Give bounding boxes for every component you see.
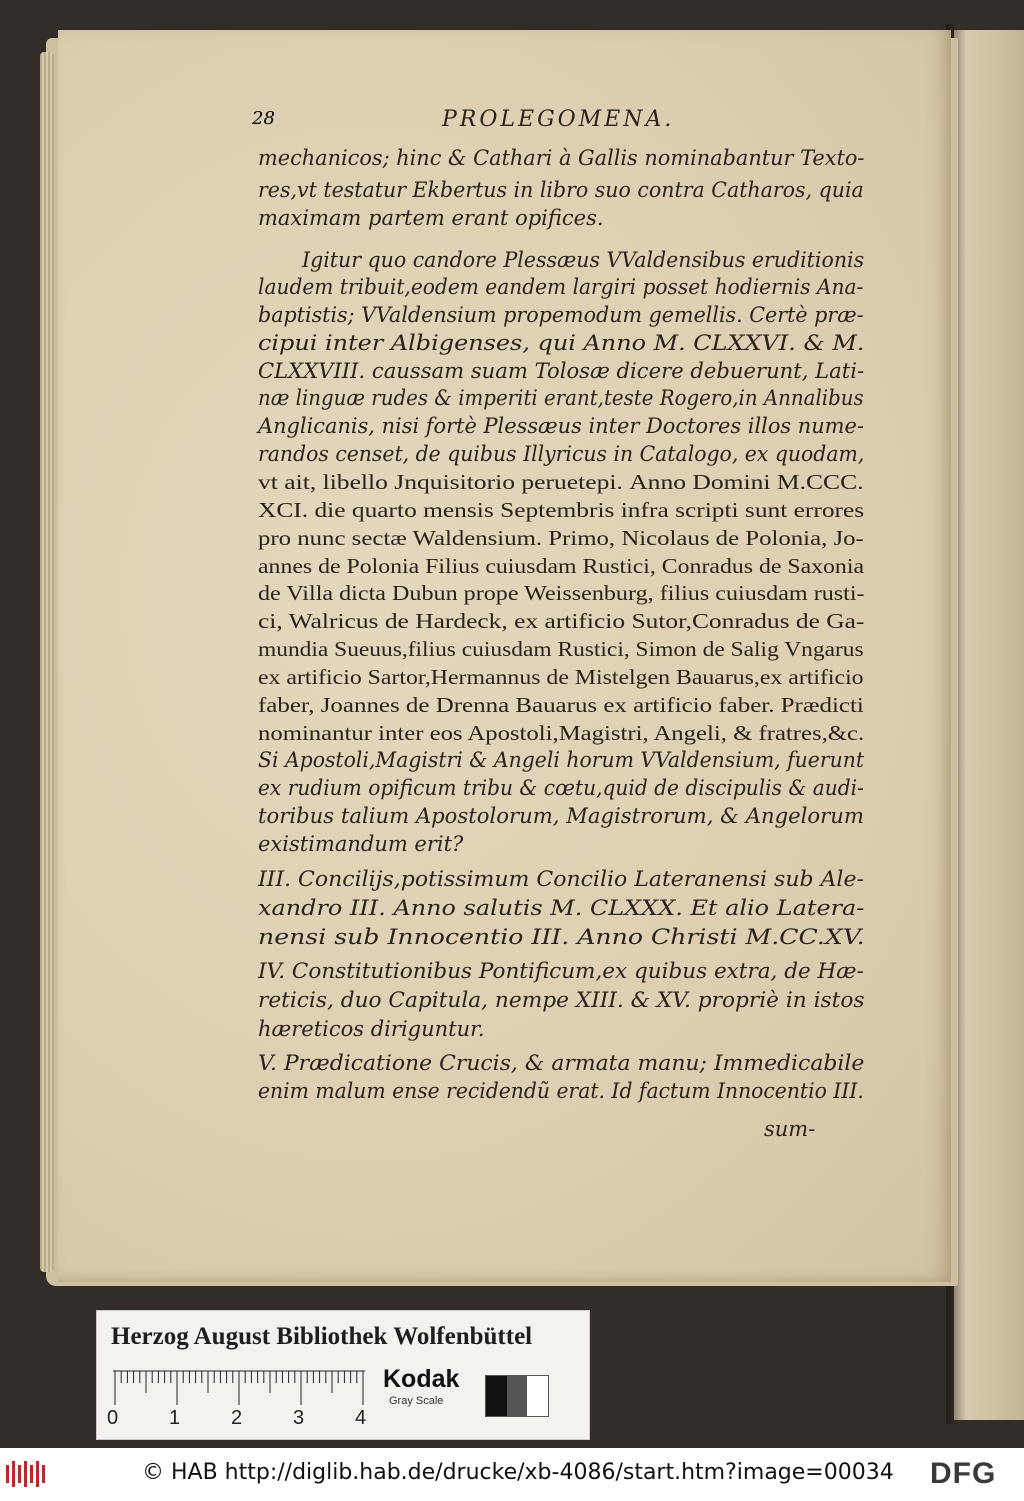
text-line: hæreticos diriguntur. — [258, 1017, 485, 1041]
text-line: Anglicanis, nisi fortè Plessæus inter Doctores illos nume- — [258, 414, 864, 438]
ruler-number: 1 — [169, 1407, 181, 1429]
text-line: faber, Joannes de Drenna Bauarus ex artificio faber. Prædicti — [258, 693, 864, 717]
text-line: V. Prædicatione Crucis, & armata manu; Immedicabile — [258, 1051, 865, 1075]
text-line: næ linguæ rudes & imperiti erant,teste Rogero,in Annalibus — [258, 386, 864, 410]
kodak-brand: Kodak — [383, 1365, 460, 1393]
text-line: mundia Sueuus,filius cuiusdam Rustici, Simon de Salig Vngarus — [258, 637, 864, 661]
measurement-ruler — [113, 1369, 365, 1405]
ruler-number: 3 — [293, 1407, 305, 1429]
hab-logo-icon — [6, 1461, 50, 1487]
text-line: vt ait, libello Jnquisitorio peruetері. Anno Domini M.CCC. — [258, 470, 864, 494]
text-line: pro nunc sectæ Waldensium. Primo, Nicolaus de Polonia, Jo- — [258, 526, 864, 550]
ruler-number: 2 — [231, 1407, 243, 1429]
text-line: ex rudium opificum tribu & cœtu,quid de discipulis & audi- — [258, 776, 864, 800]
text-line: existimandum erit? — [258, 832, 464, 856]
text-line: enim malum ense recidendũ erat. Id factum Innocentio III. — [258, 1079, 864, 1103]
text-line: nominantur inter eos Apostoli,Magistri, Angeli, & fratres,&c. — [258, 721, 865, 745]
text-line: annes de Polonia Filius cuiusdam Rustici, Conradus de Saxonia — [258, 554, 865, 578]
text-line: IV. Constitutionibus Pontificum,ex quibus extra, de Hæ- — [258, 959, 864, 983]
color-reference-card — [96, 1310, 590, 1440]
text-line: Igitur quo candore Plessæus VValdensibus eruditionis — [302, 248, 865, 272]
text-line: reticis, duo Capitula, nempe XIII. & XV. propriè in istos — [258, 988, 865, 1012]
copyright-url[interactable]: © HAB http://diglib.hab.de/drucke/xb-4086/start.htm?image=00034 — [142, 1460, 894, 1485]
ruler-number: 0 — [107, 1407, 119, 1429]
text-line: maximam partem erant opifices. — [258, 206, 604, 230]
text-line: sum- — [764, 1117, 816, 1141]
facing-page-edge — [954, 30, 1024, 1420]
text-line: xandro III. Anno salutis M. CLXXX. Et alio Latera- — [258, 896, 865, 920]
text-line: de Villa dicta Dubun prope Weissenburg, filius cuiusdam rusti- — [258, 581, 865, 605]
text-line: cipui inter Albigenses, qui Anno M. CLXXVI. & M. — [258, 331, 865, 355]
text-line: mechanicos; hinc & Cathari à Gallis nominabantur Texto- — [258, 146, 865, 170]
dfg-logo: DFG — [930, 1457, 997, 1490]
ruler-number: 4 — [355, 1407, 367, 1429]
text-line: res,vt testatur Ekbertus in libro suo contra Catharos, quia — [258, 178, 864, 202]
text-line: ci, Walricus de Hardeck, ex artificio Sutor,Conradus de Ga- — [258, 609, 865, 633]
footer-bar — [0, 1448, 1024, 1501]
page-number: 28 — [252, 108, 275, 129]
text-line: III. Concilijs,potissimum Concilio Lateranensi sub Ale- — [258, 867, 864, 891]
text-line: ex artificio Sartor,Hermannus de Mistelgen Bauarus,ex artificio — [258, 665, 864, 689]
text-line: Si Apostoli,Magistri & Angeli horum VValdensium, fuerunt — [258, 748, 865, 772]
text-line: nensi sub Innocentio III. Anno Christi M.CC.XV. — [258, 925, 865, 949]
gray-scale-label: Gray Scale — [389, 1395, 444, 1407]
text-line: randos censet, de quibus Illyricus in Catalogo, ex quodam, — [258, 442, 865, 466]
library-name: Herzog August Bibliothek Wolfenbüttel — [111, 1323, 533, 1350]
running-head: PROLEGOMENA. — [442, 107, 675, 132]
text-line: laudem tribuit,eodem eandem largiri posset hodiernis Ana- — [258, 275, 864, 299]
gray-scale-swatch — [485, 1375, 549, 1417]
text-line: XCI. die quarto mensis Septembris infra scripti sunt errores — [258, 498, 865, 522]
text-line: baptistis; VValdensium propemodum gemellis. Certè præ- — [258, 303, 864, 327]
text-line: toribus talium Apostolorum, Magistrorum, & Angelorum — [258, 804, 864, 828]
text-line: CLXXVIII. caussam suam Tolosæ dicere debuerunt, Lati- — [258, 359, 865, 383]
